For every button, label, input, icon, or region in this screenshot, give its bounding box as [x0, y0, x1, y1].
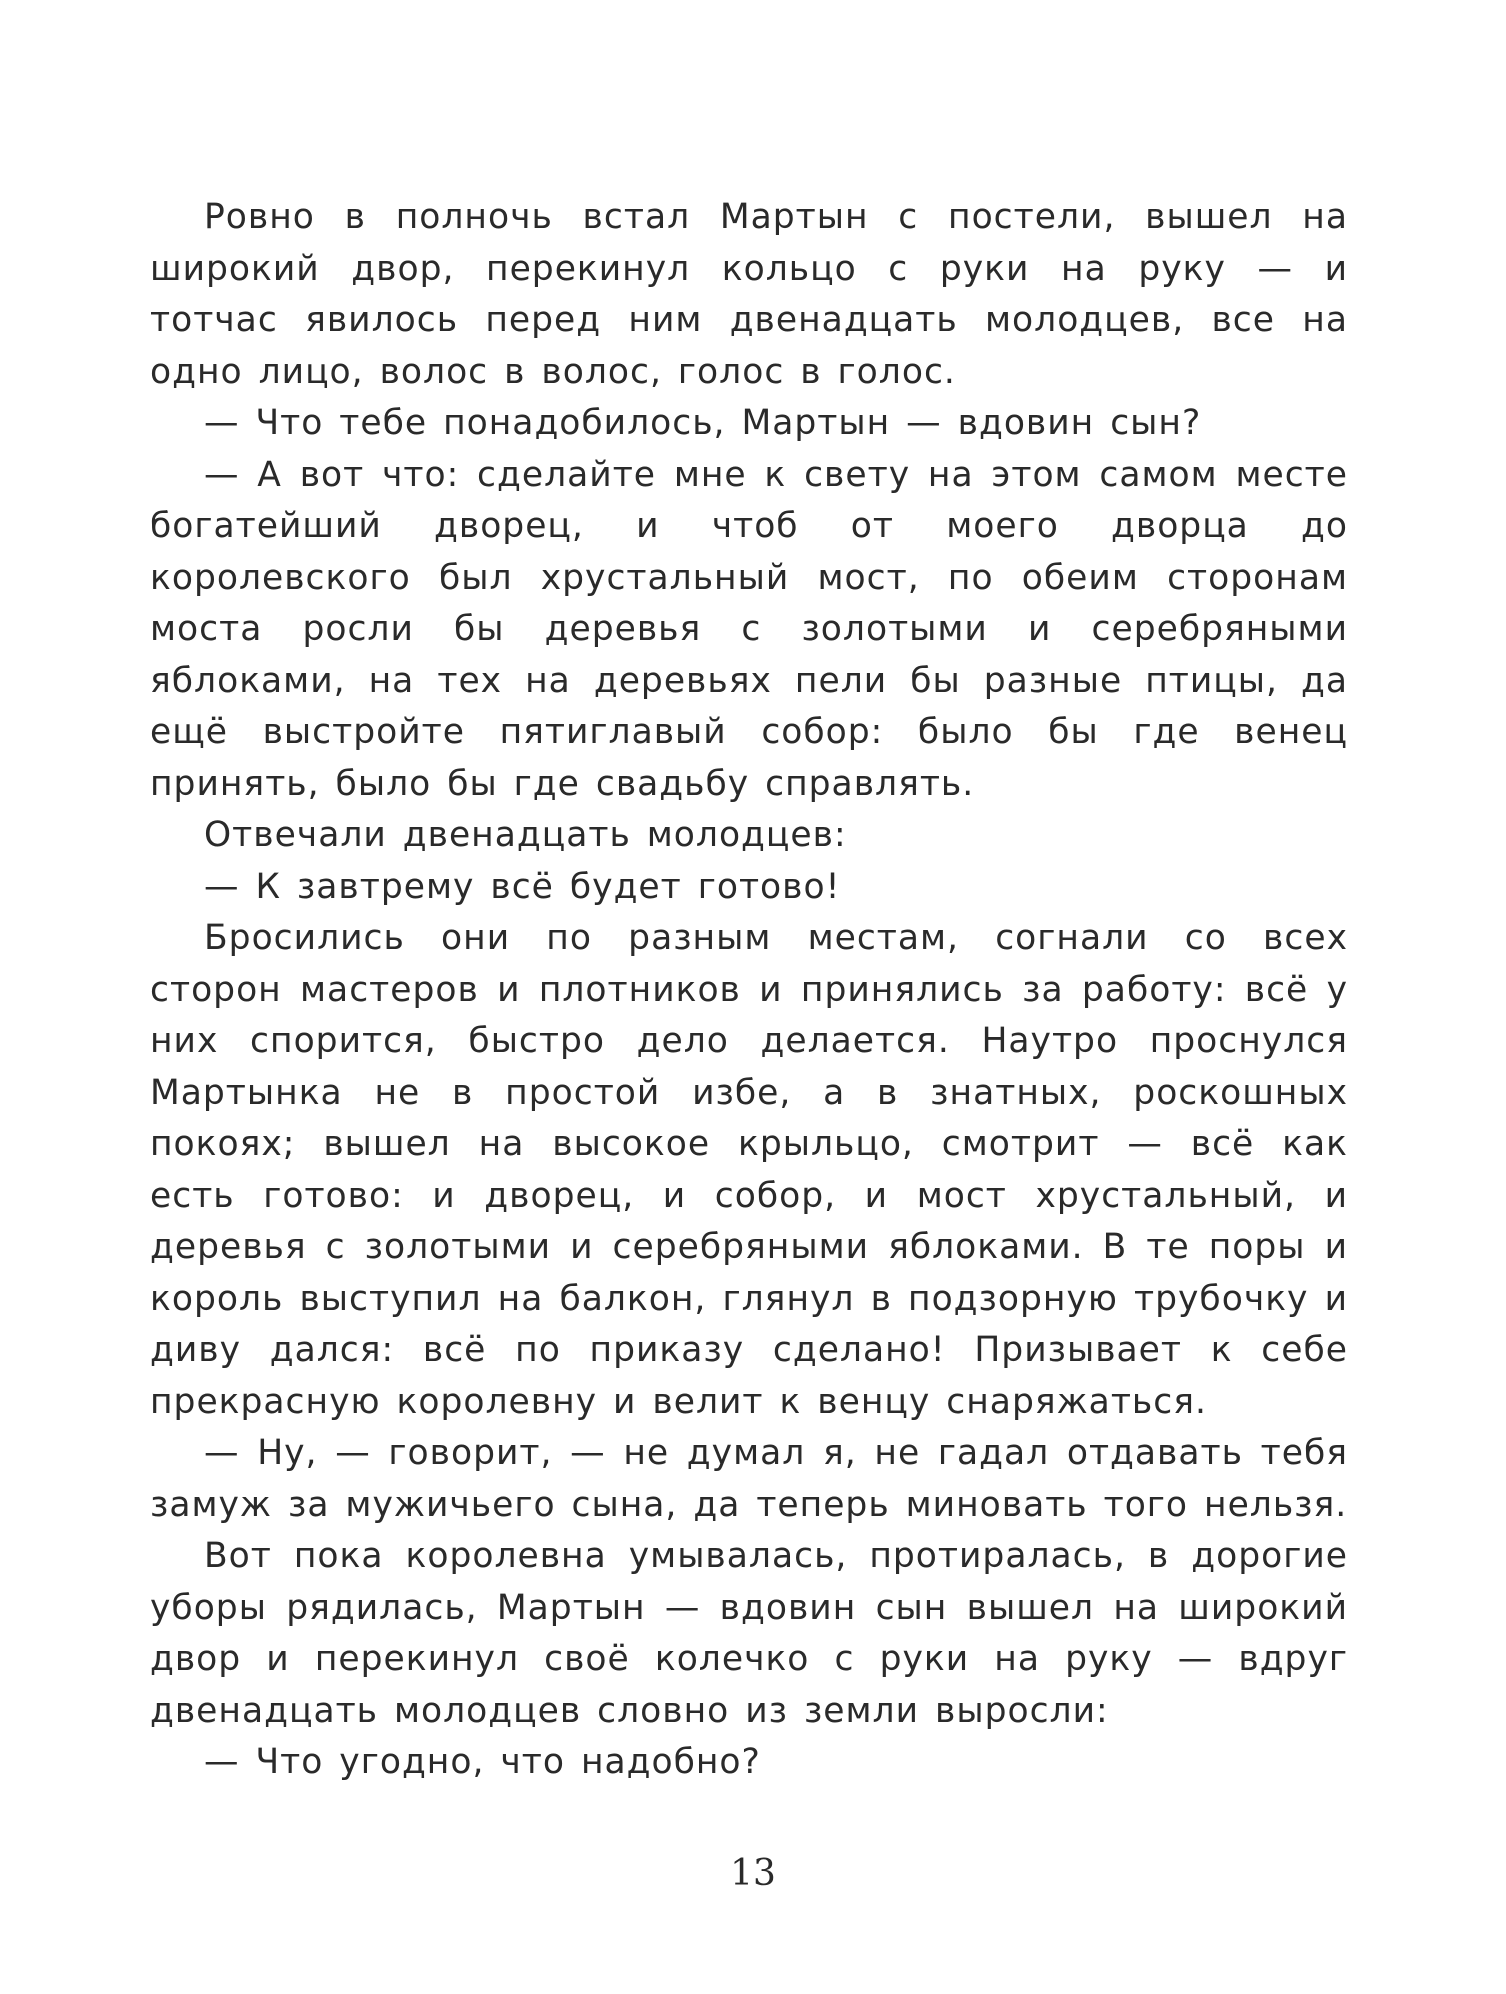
- paragraph-7: — Ну, — говорит, — не думал я, не гадал отдавать тебя замуж за мужичьего сына, да теперь миновать того нельзя.: [150, 1433, 1348, 1525]
- paragraph-3: — А вот что: сделайте мне к свету на этом самом месте богатейший дворец, и чтоб от моего дворца до королевского был хрустальный мост, по обеим сторонам моста росли бы деревья с золотыми и серебряными яблоками, на тех на деревьях пели бы разные птицы, да ещё выстройте пятиглавый собор: было бы где венец принять, было бы где свадьбу справлять.: [150, 454, 1348, 804]
- page-number: 13: [730, 1853, 776, 1894]
- paragraph-2: — Что тебе понадобилось, Мартын — вдовин сын?: [204, 403, 1202, 443]
- paragraph-5: — К завтрему всё будет готово!: [204, 866, 841, 907]
- paragraph-9: — Что угодно, что надобно?: [204, 1742, 761, 1782]
- paragraph-1: Ровно в полночь встал Мартын с постели, вышел на широкий двор, перекинул кольцо с руки на руку — и тотчас явилось перед ним двенадцать молодцев, все на одно лицо, волос в волос, голос в голос.: [150, 197, 1348, 392]
- paragraph-4: Отвечали двенадцать молодцев:: [204, 815, 847, 855]
- paragraph-6: Бросились они по разным местам, согнали со всех сторон мастеров и плотников и принялись за работу: всё у них спорится, быстро дело делается. Наутро проснулся Мартынка не в простой избе, а в знатных, роскошных покоях; вышел на высокое крыльцо, смотрит — всё как есть готово: и дворец, и собор, и мост хрустальный, и деревья с золотыми и серебряными яблоками. В те поры и король выступил на балкон, глянул в подзорную трубочку и диву дался: всё по приказу сделано! Призывает к себе прекрасную королевну и велит к венцу снаряжаться.: [150, 918, 1348, 1422]
- main-text: [150, 192, 1348, 1789]
- paragraph-8: Вот пока королевна умывалась, протиралась, в дорогие уборы рядилась, Мартын — вдовин сын вышел на широкий двор и перекинул своё колечко с руки на руку — вдруг двенадцать молодцев словно из земли выросли:: [150, 1536, 1348, 1731]
